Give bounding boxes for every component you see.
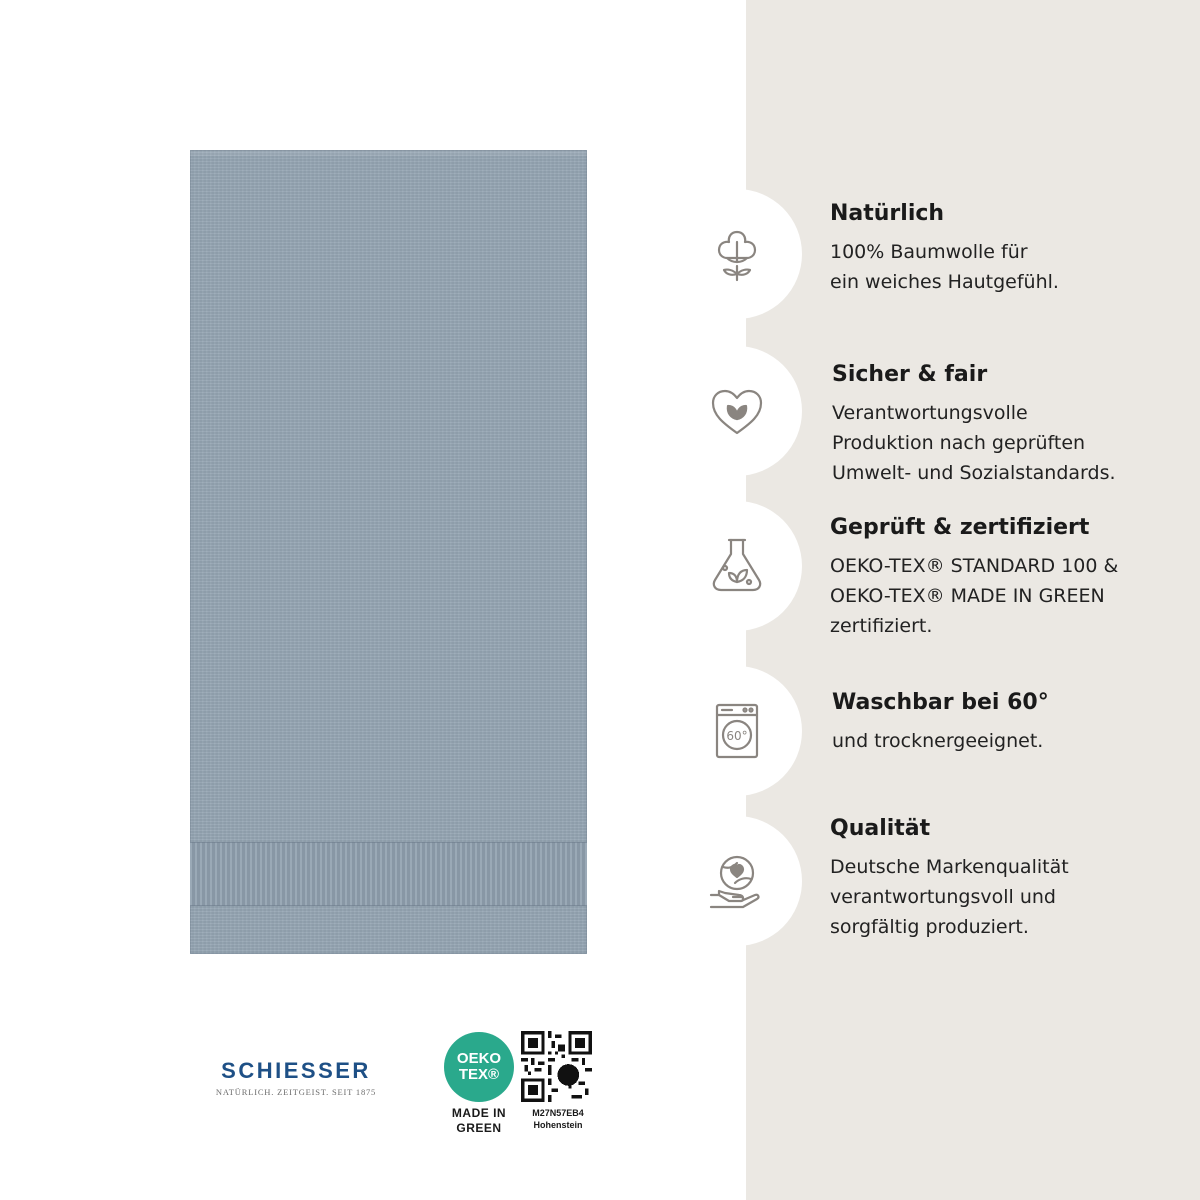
feature-text: [830, 513, 1180, 641]
feature-description-line: Verantwortungsvolle: [832, 402, 1028, 424]
flask-leaf-icon: [705, 534, 769, 598]
certificate-code-line: Hohenstein: [533, 1120, 583, 1130]
made-in-green-line: MADE IN: [451, 1106, 507, 1120]
feature-text: [832, 360, 1182, 488]
icon-circle: [672, 816, 802, 946]
feature-description-line: sorgfältig produziert.: [830, 916, 1029, 938]
feature-text: [832, 688, 1182, 756]
cotton-flower-icon: [705, 222, 769, 286]
feature-safe-fair: [0, 340, 1200, 490]
certificate-code: [520, 1107, 596, 1131]
feature-natural: [0, 187, 1200, 337]
feature-description-line: zertifiziert.: [830, 615, 933, 637]
wash-temperature-label: 60°: [726, 729, 748, 743]
feature-title: Waschbar bei 60°: [832, 690, 1049, 715]
feature-description-line: Umwelt- und Sozialstandards.: [832, 462, 1116, 484]
feature-description-line: und trocknergeeignet.: [832, 730, 1044, 752]
feature-text: [830, 814, 1180, 942]
hand-globe-heart-icon: [705, 849, 769, 913]
feature-quality: [0, 812, 1200, 962]
made-in-green-label: [438, 1106, 520, 1136]
schiesser-logo: [198, 1058, 394, 1097]
feature-washable: [0, 654, 1200, 804]
icon-circle: [672, 189, 802, 319]
feature-description-line: OEKO-TEX® STANDARD 100 &: [830, 555, 1119, 577]
icon-circle: [672, 501, 802, 631]
towel-hem: [190, 150, 587, 156]
qr-code[interactable]: [521, 1031, 592, 1102]
oeko-tex-logo-line: OEKO: [456, 1050, 502, 1067]
feature-title: Natürlich: [830, 201, 945, 226]
feature-title: Qualität: [830, 816, 931, 841]
feature-description-line: 100% Baumwolle für: [830, 241, 1028, 263]
made-in-green-line: GREEN: [456, 1121, 502, 1135]
certificate-code-line: M27N57EB4: [532, 1108, 584, 1118]
icon-circle: [672, 666, 802, 796]
feature-title: Sicher & fair: [832, 362, 988, 387]
washing-machine-icon: [705, 699, 769, 763]
feature-description-line: Deutsche Markenqualität: [830, 856, 1069, 878]
feature-certified: [0, 497, 1200, 647]
feature-text: [830, 199, 1180, 297]
feature-title: Geprüft & zertifiziert: [830, 515, 1090, 540]
icon-circle: [672, 346, 802, 476]
feature-description-line: verantwortungsvoll und: [830, 886, 1056, 908]
heart-leaf-icon: [705, 379, 769, 443]
brand-name: SCHIESSER: [221, 1058, 371, 1083]
oeko-tex-logo-line: TEX®: [458, 1066, 500, 1083]
feature-description-line: ein weiches Hautgefühl.: [830, 271, 1059, 293]
oeko-tex-logo: [444, 1032, 514, 1102]
brand-tagline: NATÜRLICH. ZEITGEIST. SEIT 1875: [215, 1087, 377, 1097]
feature-description-line: Produktion nach geprüften: [832, 432, 1086, 454]
feature-description-line: OEKO-TEX® MADE IN GREEN: [830, 585, 1105, 607]
